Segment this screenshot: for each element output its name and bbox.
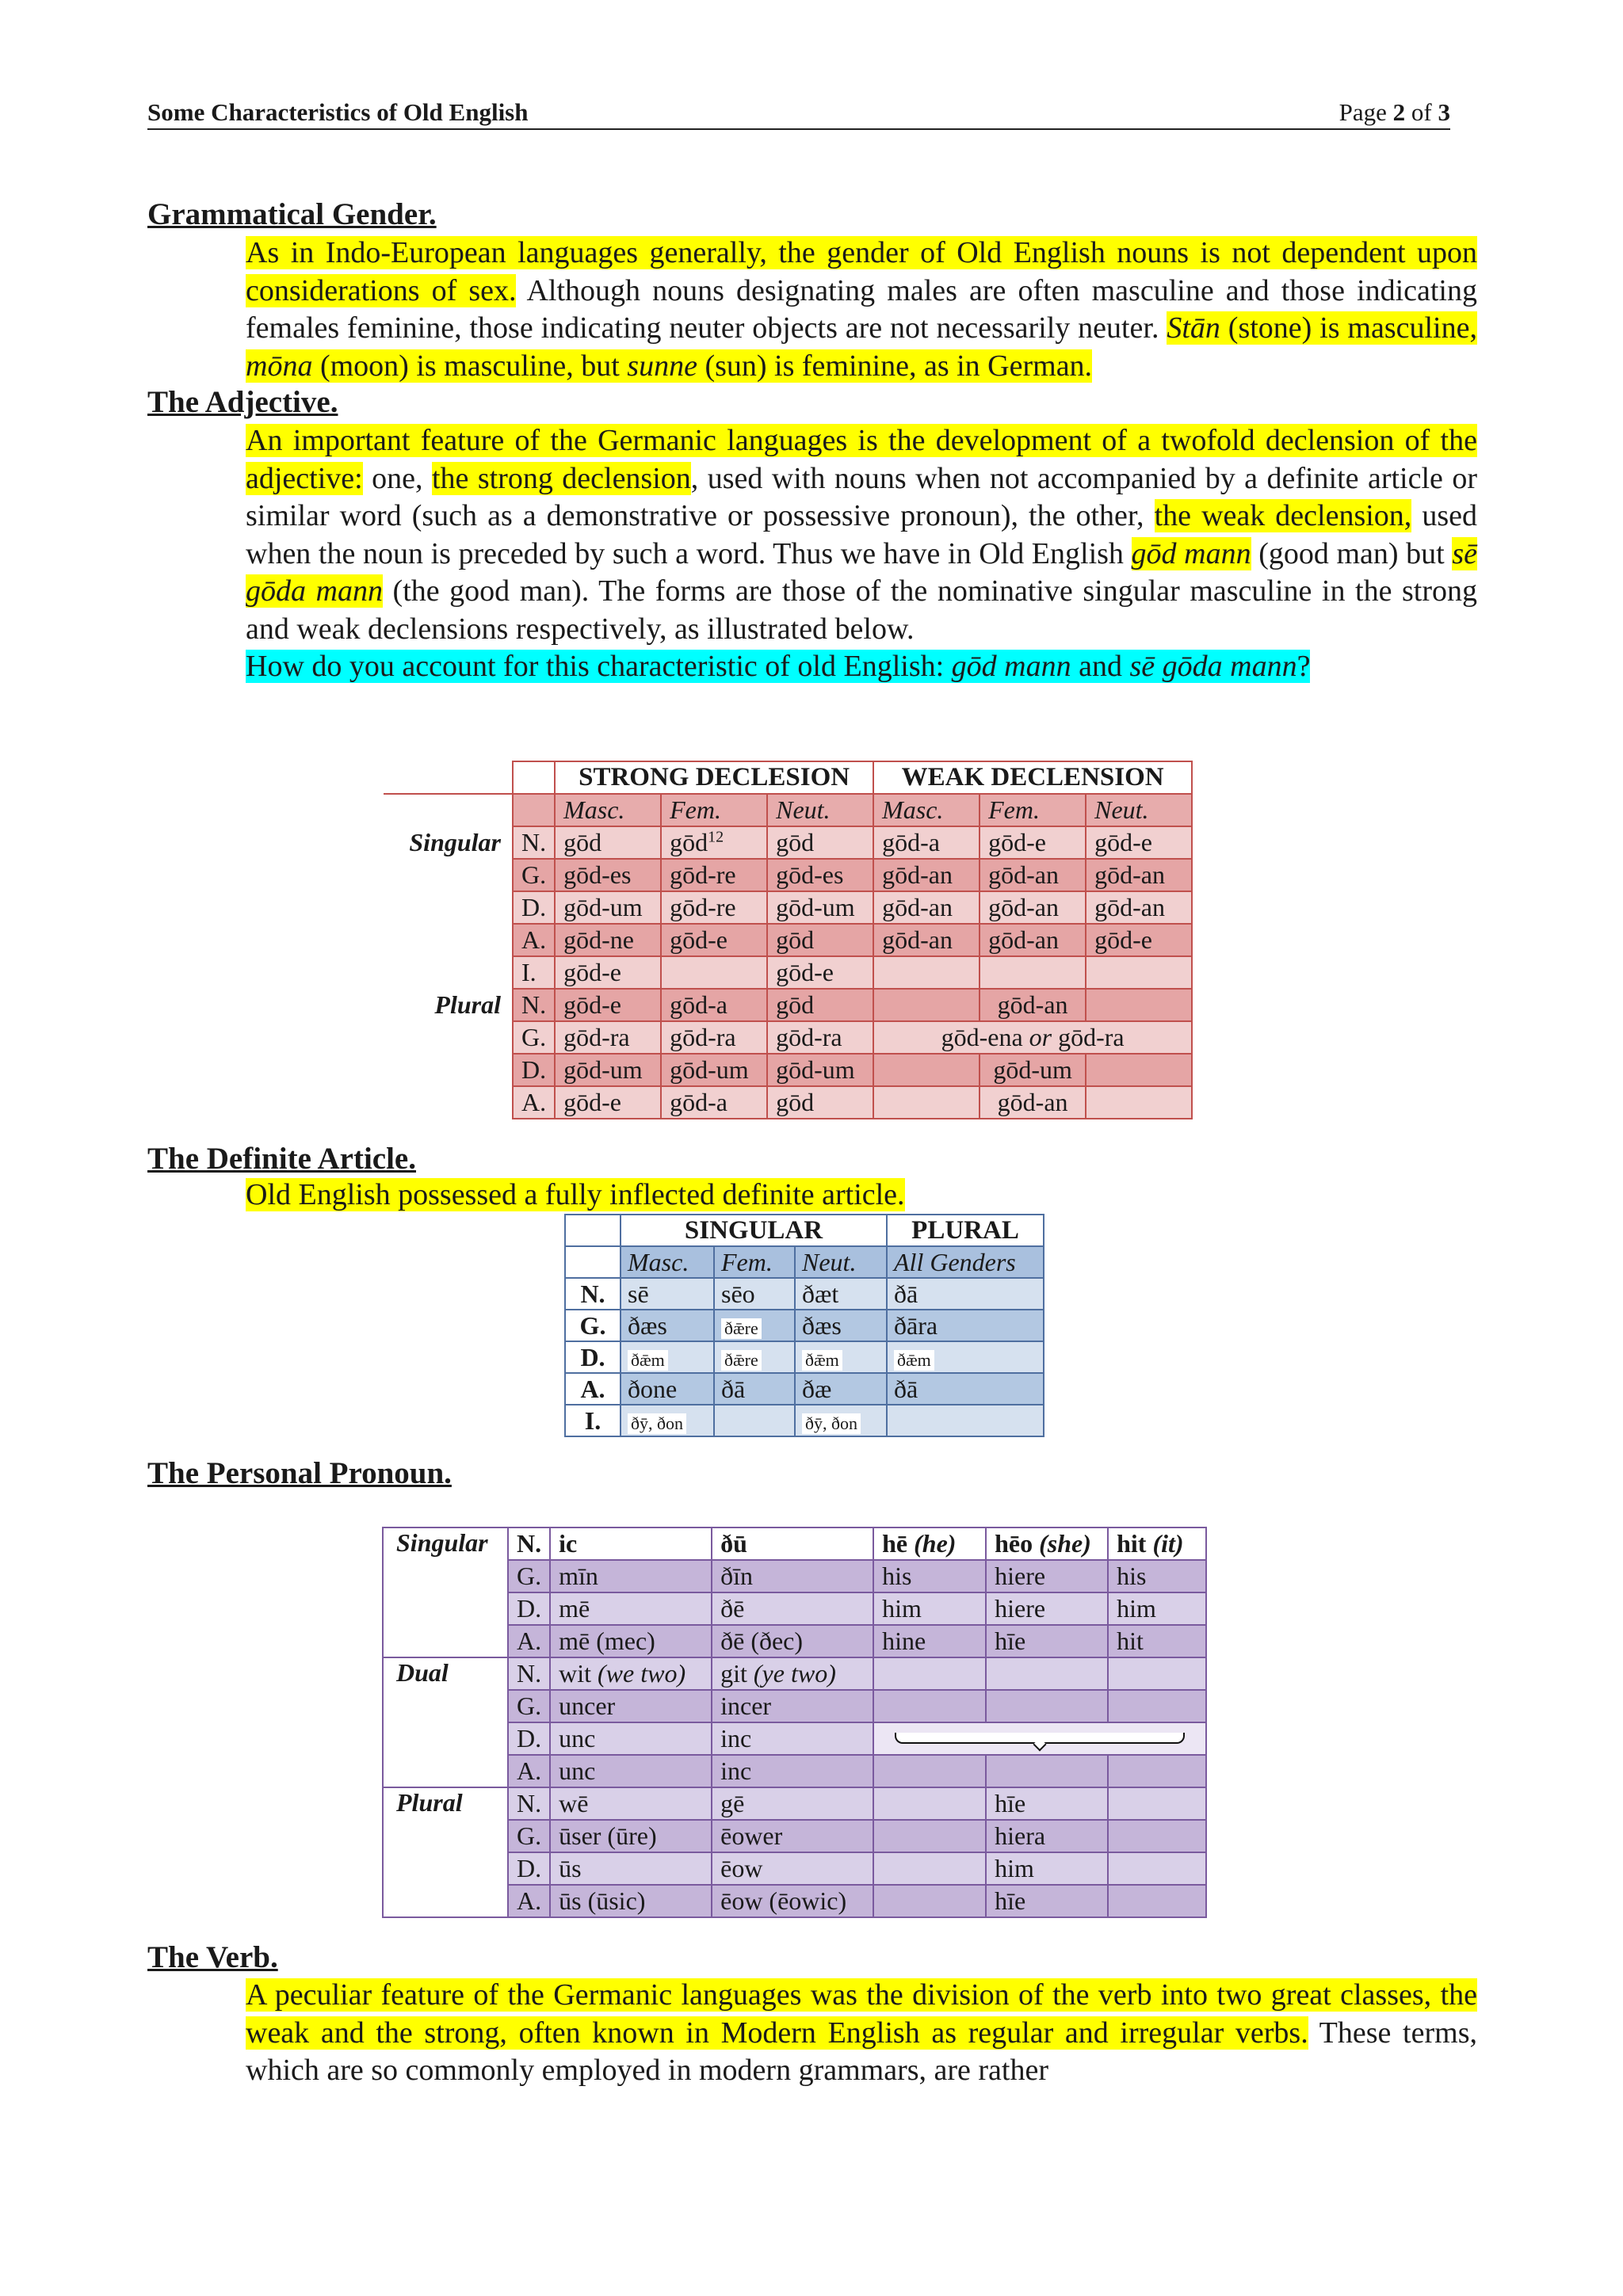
label-singular: Singular <box>383 1527 508 1560</box>
heading-verb: The Verb. <box>147 1940 278 1974</box>
paragraph-gender: As in Indo-European languages generally, the gender of Old English nouns is not dependent upon considerations of sex. Although nouns designating males are often masculine and those indicating females feminine, those indicating neuter objects are not necessarily neuter. Stān (stone) is masculine, mōna (moon) is masculine, but sunne (sun) is feminine, as in German. <box>246 236 1477 383</box>
label-plural: Plural <box>384 989 513 1021</box>
page-header <box>147 95 1450 130</box>
paragraph-adjective: An important feature of the Germanic languages is the development of a twofold declension of the adjective: one, the strong declension, used with nouns when not accompanied by a definite article or similar word (such as a demonstrative or possessive pronoun), the other, the weak declension, used when the noun is preceded by such a word. Thus we have in Old English gōd mann (good man) but sē gōda mann (the good man). The forms are those of the nominative singular masculine in the strong and weak declensions respectively, as illustrated below. How do you account for this characteristic of old English: gōd mann and sē gōda mann? <box>246 424 1478 683</box>
definite-article-table: SINGULAR PLURAL Masc. Fem. Neut. All Genders N. sē sēo ðæt ðā G. ðæs ðǣre ðæs ðāra D. ðǣm ðǣre ðǣm ðǣm A. ðone ðā ðæ ðā I. ðȳ, ðon ðȳ, ðon <box>564 1214 1044 1437</box>
paragraph-verb: A peculiar feature of the Germanic languages was the division of the verb into two great classes, the weak and the strong, often known in Modern English as regular and irregular verbs. These terms, which are so commonly employed in modern grammars, are rather <box>246 1978 1477 2087</box>
paragraph-article: Old English possessed a fully inflected definite article. <box>246 1178 905 1211</box>
heading-adjective: The Adjective. <box>147 385 338 419</box>
label-singular: Singular <box>384 826 513 859</box>
label-plural: Plural <box>383 1787 508 1820</box>
heading-personal-pronoun: The Personal Pronoun. <box>147 1456 452 1490</box>
header-strong-declension: STRONG DECLESION <box>555 761 873 794</box>
question-highlight: How do you account for this characteristic of old English: gōd mann and sē gōda mann? <box>246 650 1311 683</box>
page-indicator: Page 2 of 3 <box>1338 98 1450 126</box>
header-weak-declension: WEAK DECLENSION <box>873 761 1192 794</box>
brace-graphic <box>873 1722 1206 1755</box>
label-dual: Dual <box>383 1657 508 1690</box>
document-title: Some Characteristics of Old English <box>147 98 529 126</box>
adjective-declension-table: STRONG DECLESION WEAK DECLENSION Masc. Fem. Neut. Masc. Fem. Neut. Singular N. gōd gōd$^{12}$ gōd gōd-a gōd-e gōd-e G. gōd-es gōd-re gōd-es gōd-an gōd-an gōd-an D. gōd-um gōd-re gōd-um gōd-an gōd-an gōd-an A. gōd-ne gōd-e gōd gōd-an gōd-an gōd-e I. gōd-e gōd-e Plural N. gōd-e gōd-a gōd gōd-an G. gōd-ra gōd-ra gōd-ra gōd-ena or gōd-ra D. gōd-um gōd-um gōd-um gōd-um A. gōd-e gōd-a gōd gōd-an <box>384 761 1193 1119</box>
heading-grammatical-gender: Grammatical Gender. <box>147 197 437 231</box>
personal-pronoun-table: Singular N. ic ðū hē (he) hēo (she) hit (it) G. mīn ðīn his hiere his D. mē ðē him hiere him A. mē (mec) ðē (ðec) hine hīe hit Dual N. wit (we two) git (ye two) G. uncer incer D. unc inc A. unc inc Plural N. wē gē hīe G. ūser (ūre) ēower hiera D. ūs ēow him A. ūs (ūsic) ēow (ēowic) hīe <box>382 1527 1207 1918</box>
heading-definite-article: The Definite Article. <box>147 1142 416 1176</box>
